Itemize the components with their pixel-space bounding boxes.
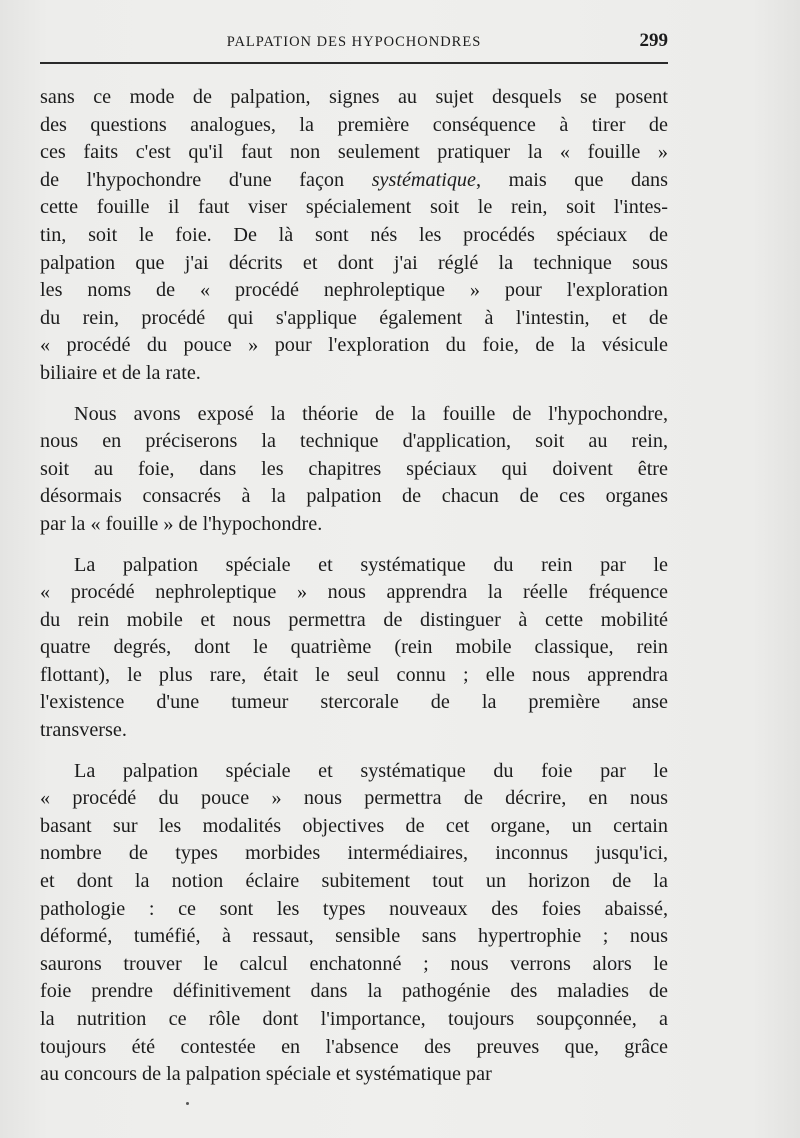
text-line: déformé, tuméfié, à ressaut, sensible sans hypertrophie ; nous	[40, 925, 668, 948]
text-line: palpation que j'ai décrits et dont j'ai réglé la technique sous	[40, 251, 668, 274]
text-line: des questions analogues, la première conséquence à tirer de	[40, 113, 668, 136]
text-line: nous en préciserons la technique d'application, soit au rein,	[40, 430, 668, 453]
running-title: PALPATION DES HYPOCHONDRES	[226, 34, 482, 50]
text-line	[40, 167, 668, 195]
text-segment: de l'hypochondre d'une façon	[40, 168, 372, 191]
paragraph-gap	[40, 539, 668, 552]
text-line: tin, soit le foie. De là sont nés les procédés spéciaux de	[40, 223, 668, 246]
text-line: toujours été contestée en l'absence des preuves que, grâce	[40, 1035, 668, 1058]
text-line: La palpation spéciale et systématique du rein par le	[74, 553, 668, 576]
text-line: La palpation spéciale et systématique du foie par le	[74, 759, 668, 782]
text-line: la nutrition ce rôle dont l'importance, toujours soupçonnée, a	[40, 1008, 668, 1030]
text-line: les noms de « procédé nephroleptique » pour l'exploration	[40, 279, 668, 302]
text-line: quatre degrés, dont le quatrième (rein mobile classique, rein	[40, 636, 668, 659]
text-segment: , mais que dans	[475, 168, 669, 191]
text-line: du rein, procédé qui s'applique également à l'intestin, et de	[40, 306, 668, 329]
paragraph	[40, 84, 668, 388]
text-line: Nous avons exposé la théorie de la fouille de l'hypochondre,	[74, 402, 668, 425]
italic-text: systématique	[371, 168, 476, 191]
text-line: foie prendre définitivement dans la pathogénie des maladies de	[40, 980, 668, 1003]
text-line: et dont la notion éclaire subitement tout un horizon de la	[40, 870, 668, 893]
text-line: transverse.	[40, 719, 127, 742]
text-line: nombre de types morbides intermédiaires, inconnus jusqu'ici,	[40, 842, 668, 865]
text-line: pathologie : ce sont les types nouveaux des foies abaissé,	[40, 897, 668, 920]
paragraph-gap	[40, 745, 668, 758]
page-number: 299	[639, 30, 668, 51]
text-line: l'existence d'une tumeur stercorale de la première anse	[40, 691, 668, 714]
paragraph	[40, 401, 668, 539]
text-line: désormais consacrés à la palpation de chacun de ces organes	[40, 485, 668, 508]
running-head	[40, 30, 668, 54]
paragraph	[40, 758, 668, 1089]
text-line: ces faits c'est qu'il faut non seulement pratiquer la « fouille »	[40, 141, 668, 164]
text-line: « procédé du pouce » nous permettra de décrire, en nous	[40, 787, 668, 810]
text-line: sans ce mode de palpation, signes au sujet desquels se posent	[40, 86, 668, 108]
text-line: « procédé du pouce » pour l'exploration du foie, de la vésicule	[40, 334, 668, 357]
body-text	[40, 84, 668, 1089]
text-line: saurons trouver le calcul enchatonné ; nous verrons alors le	[40, 952, 668, 975]
paragraph-gap	[40, 388, 668, 401]
page-speck	[186, 1102, 189, 1105]
text-line: basant sur les modalités objectives de cet organe, un certain	[40, 814, 668, 837]
text-line: au concours de la palpation spéciale et systématique par	[40, 1063, 492, 1086]
text-line: biliaire et de la rate.	[40, 361, 201, 384]
text-line: cette fouille il faut viser spécialement soit le rein, soit l'intes-	[40, 196, 668, 219]
header-rule	[40, 62, 668, 64]
text-line: « procédé nephroleptique » nous apprendra la réelle fréquence	[40, 581, 668, 604]
paragraph	[40, 552, 668, 745]
text-line: par la « fouille » de l'hypochondre.	[40, 512, 323, 535]
text-line: du rein mobile et nous permettra de distinguer à cette mobilité	[40, 608, 668, 631]
text-line: flottant), le plus rare, était le seul connu ; elle nous apprendra	[40, 663, 668, 686]
text-line: soit au foie, dans les chapitres spéciaux qui doivent être	[40, 457, 668, 480]
